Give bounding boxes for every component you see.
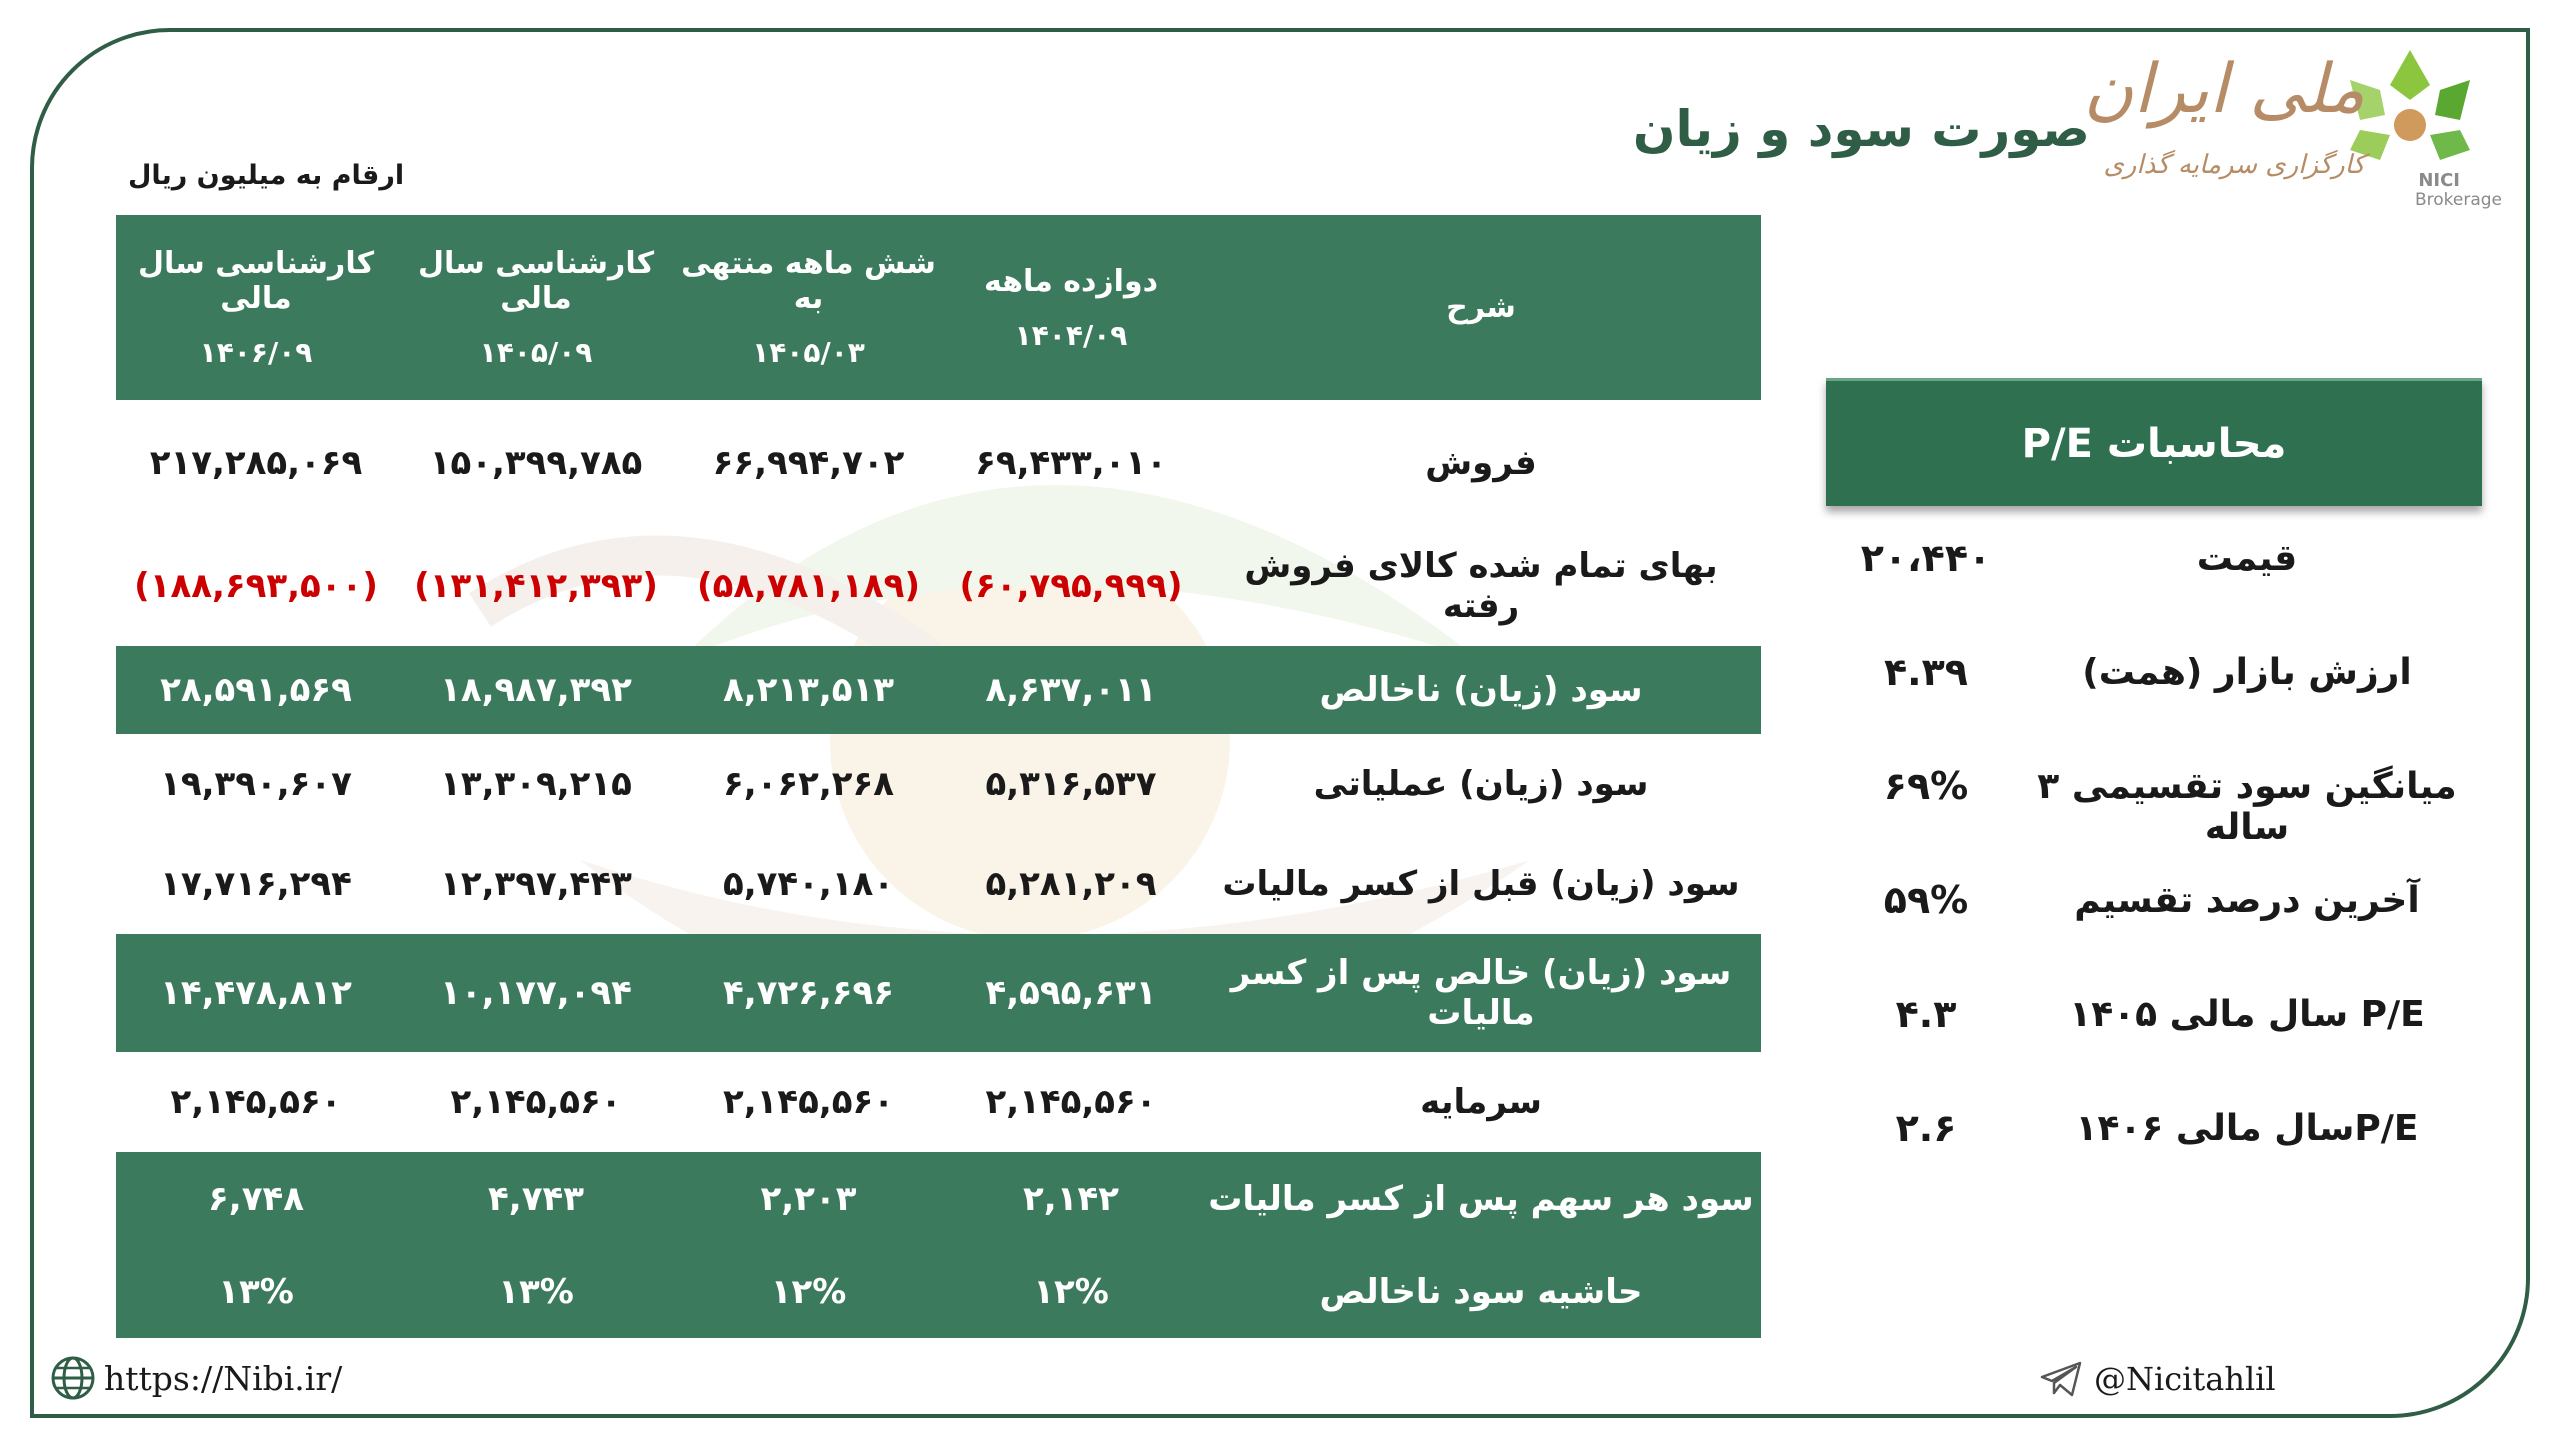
pe-label: P/E سال مالی ۱۴۰۵ <box>2069 994 2425 1035</box>
row-value: ۱۰,۱۷۷,۰۹۴ <box>440 973 632 1013</box>
row-value: ۸,۶۳۷,۰۱۱ <box>985 670 1157 710</box>
pe-label: P/Eسال مالی ۱۴۰۶ <box>2075 1108 2419 1149</box>
pe-value: ۲۰،۴۴۰ <box>1860 536 1992 580</box>
pe-value: ۴.۳ <box>1895 992 1957 1036</box>
row-value: ۴,۵۹۵,۶۳۱ <box>985 973 1157 1013</box>
row-value: (۶۰,۷۹۵,۹۹۹) <box>959 566 1183 606</box>
row-value: ۱۵۰,۳۹۹,۷۸۵ <box>429 443 643 483</box>
table-row <box>116 934 1761 1052</box>
row-value: ۱۲,۳۹۷,۴۴۳ <box>440 864 632 904</box>
row-value: ۲,۱۴۵,۵۶۰ <box>985 1082 1157 1122</box>
column-header-fy1405: کارشناسی سال مالی ۱۴۰۵/۰۹ <box>417 246 655 369</box>
row-label: حاشیه سود ناخالص <box>1319 1272 1643 1312</box>
row-label: سود هر سهم پس از کسر مالیات <box>1208 1179 1754 1219</box>
table-row <box>116 834 1761 934</box>
logo-script-text: ملی ایران <box>2083 50 2365 129</box>
logo-name-sub: Brokerage <box>2414 190 2502 210</box>
table-row <box>116 1052 1761 1152</box>
row-label: بهای تمام شده کالای فروش رفته <box>1244 546 1718 626</box>
pe-label: میانگین سود تقسیمی ۳ ساله <box>2037 766 2457 848</box>
table-row <box>116 1246 1761 1338</box>
row-value: ۸,۲۱۳,۵۱۳ <box>722 670 895 710</box>
row-value: ۱۳% <box>498 1272 574 1312</box>
column-header-fy1406: کارشناسی سال مالی ۱۴۰۶/۰۹ <box>137 246 375 369</box>
logo-name: NICI <box>2418 170 2460 191</box>
row-value: ۱۴,۴۷۸,۸۱۲ <box>160 973 352 1013</box>
column-header-12-month: دوازده ماهه ۱۴۰۴/۰۹ <box>984 263 1158 352</box>
pe-label: ارزش بازار (همت) <box>2082 652 2412 693</box>
row-label: سود (زیان) ناخالص <box>1319 670 1643 710</box>
telegram-icon <box>2040 1361 2082 1397</box>
table-header-row <box>116 215 1761 400</box>
row-value: ۱۳% <box>218 1272 294 1312</box>
pe-value: ۴.۳۹ <box>1883 650 1968 694</box>
row-value: (۱۸۸,۶۹۳,۵۰۰) <box>134 566 378 606</box>
table-row <box>116 646 1761 734</box>
pe-value: ۶۹% <box>1883 764 1969 808</box>
row-value: ۵,۷۴۰,۱۸۰ <box>722 864 895 904</box>
pe-row <box>1826 976 2482 1056</box>
table-row <box>116 400 1761 526</box>
row-value: ۶,۷۴۸ <box>208 1179 304 1219</box>
row-label: فروش <box>1425 443 1537 483</box>
row-value: (۵۸,۷۸۱,۱۸۹) <box>697 566 920 606</box>
row-value: ۴,۷۲۶,۶۹۶ <box>722 973 895 1013</box>
column-header-6-month: شش ماهه منتهی به ۱۴۰۵/۰۳ <box>681 246 936 369</box>
row-value: ۱۷,۷۱۶,۲۹۴ <box>160 864 352 904</box>
row-value: ۴,۷۴۳ <box>488 1179 584 1219</box>
footer-telegram[interactable] <box>2040 1360 2276 1398</box>
row-value: ۵,۳۱۶,۵۳۷ <box>985 764 1157 804</box>
row-label: سود (زیان) قبل از کسر مالیات <box>1222 864 1740 904</box>
units-note: ارقام به میلیون ریال <box>128 160 405 191</box>
pe-row <box>1826 748 2482 848</box>
row-value: ۱۲% <box>770 1272 847 1312</box>
column-header-description: شرح <box>1446 290 1516 325</box>
row-value: ۲,۱۴۵,۵۶۰ <box>722 1082 895 1122</box>
pe-label: قیمت <box>2196 538 2298 579</box>
pe-calculations-header: محاسبات P/E <box>1826 378 2482 506</box>
pe-row <box>1826 1090 2482 1170</box>
row-value: ۶۶,۹۹۴,۷۰۲ <box>712 443 905 483</box>
row-label: سود (زیان) عملیاتی <box>1313 764 1649 804</box>
website-link[interactable]: https://Nibi.ir/ <box>104 1358 343 1398</box>
row-label: سرمایه <box>1420 1082 1542 1122</box>
row-value: (۱۳۱,۴۱۲,۳۹۳) <box>414 566 658 606</box>
logo-sub-text: کارگزاری سرمایه گذاری <box>2103 150 2365 180</box>
row-value: ۵,۲۸۱,۲۰۹ <box>985 864 1157 904</box>
row-value: ۱۸,۹۸۷,۳۹۲ <box>440 670 632 710</box>
pe-row <box>1826 634 2482 714</box>
page-title: صورت سود و زیان <box>1632 100 2090 158</box>
income-statement-table <box>116 215 1761 1338</box>
pe-row <box>1826 862 2482 942</box>
row-value: ۶,۰۶۲,۲۶۸ <box>722 764 895 804</box>
row-value: ۱۳,۳۰۹,۲۱۵ <box>440 764 632 804</box>
table-row <box>116 1152 1761 1246</box>
row-value: ۲,۲۰۳ <box>760 1179 857 1219</box>
row-value: ۶۹,۴۳۳,۰۱۰ <box>975 443 1167 483</box>
row-label: سود (زیان) خالص پس از کسر مالیات <box>1230 953 1732 1033</box>
table-row <box>116 526 1761 646</box>
row-value: ۱۹,۳۹۰,۶۰۷ <box>160 764 352 804</box>
pe-row <box>1826 520 2482 600</box>
row-value: ۱۲% <box>1033 1272 1109 1312</box>
row-value: ۲,۱۴۵,۵۶۰ <box>170 1082 342 1122</box>
pe-value: ۵۹% <box>1883 878 1969 922</box>
row-value: ۲۱۷,۲۸۵,۰۶۹ <box>149 443 363 483</box>
row-value: ۲,۱۴۵,۵۶۰ <box>450 1082 622 1122</box>
footer-website[interactable] <box>50 1355 342 1401</box>
pe-label: آخرین درصد تقسیم <box>2074 880 2420 921</box>
telegram-handle[interactable]: @Nicitahlil <box>2094 1360 2276 1398</box>
pe-value: ۲.۶ <box>1895 1106 1957 1150</box>
row-value: ۲,۱۴۲ <box>1023 1179 1119 1219</box>
globe-icon <box>50 1355 96 1401</box>
table-row <box>116 734 1761 834</box>
row-value: ۲۸,۵۹۱,۵۶۹ <box>160 670 352 710</box>
